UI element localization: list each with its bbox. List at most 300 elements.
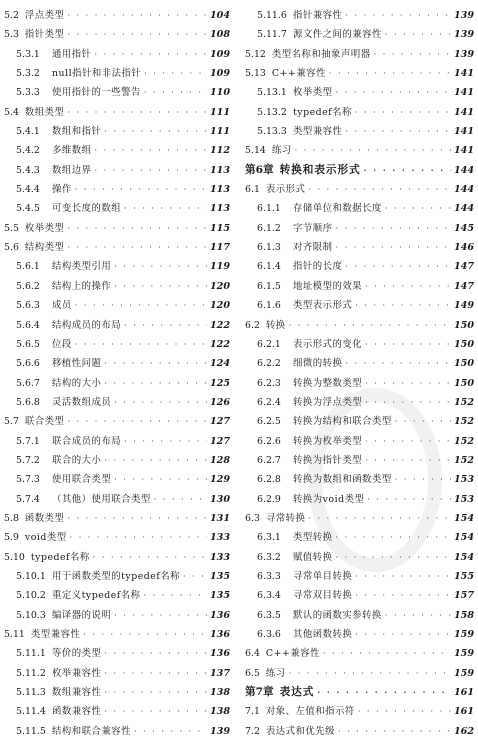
section-number: 5.10.2 [16,590,46,602]
toc-entry-5-8 [4,509,230,528]
section-title: 多维数组 [52,145,92,157]
leader-dots [358,702,451,721]
leader-dots [355,586,451,605]
section-title: 用于函数类型的typedef名称 [52,570,181,582]
toc-entry-6-1-3 [245,238,474,257]
section-number: 第6章 [245,163,274,176]
section-number: 6.3.1 [257,532,281,544]
leader-dots [124,432,207,451]
section-number: 6.2.6 [257,435,281,447]
section-number: 5.10.1 [16,570,46,582]
section-title: 表示形式 [265,184,306,196]
section-number: 5.6.2 [16,280,40,292]
page-number: 144 [453,164,474,176]
leader-dots [114,393,207,412]
section-number: 5.7.3 [16,474,40,486]
leader-dots [365,335,451,354]
section-number: 5.11.1 [16,648,46,660]
leader-dots [114,257,207,276]
page-number: 130 [209,493,230,505]
leader-dots [183,567,207,586]
toc-entry-5-3-3 [4,83,230,102]
toc-chapter-entry [245,161,474,180]
section-number: 5.13.3 [257,126,287,138]
page-number: 108 [209,29,230,41]
section-number: 6.2.3 [257,377,281,389]
leader-dots [355,103,451,122]
page-number: 139 [453,10,474,21]
section-number: 5.11.5 [16,725,46,737]
toc-entry-7-2 [245,722,474,741]
toc-entry-5-11-1 [4,644,230,663]
toc-entry-5-11-7 [245,25,474,44]
section-number: 5.3 [4,29,19,41]
section-title: 编译器的说明 [52,609,112,621]
page-number: 126 [209,396,230,408]
section-number: 5.3.1 [16,48,40,60]
section-title: 表示形式的变化 [293,338,363,350]
leader-dots [365,393,451,412]
leader-dots [70,528,207,547]
leader-dots [317,683,451,702]
page-number: 135 [209,570,230,582]
page-number: 141 [453,145,474,157]
page-number: 147 [453,280,474,292]
page-number: 152 [453,454,474,466]
leader-dots [345,257,451,276]
section-number: 5.11 [4,629,25,640]
section-title: 使用指针的一些警告 [52,87,141,99]
section-title: 重定义typedef名称 [52,590,141,602]
section-title: 转换为整数类型 [293,377,363,389]
section-number: 6.1.1 [257,203,281,215]
section-title: 指针兼容性 [293,10,343,21]
page-number: 152 [453,396,474,408]
page-number: 138 [209,687,230,699]
toc-entry-5-3 [4,25,230,44]
section-title: 对齐限制 [293,242,333,254]
toc-entry-5-6 [4,238,230,257]
section-title: 转换为枚举类型 [293,435,363,447]
toc-entry-5-13 [245,64,474,83]
toc-entry-5-10 [4,548,230,567]
toc-left-column [4,6,230,741]
page-number: 135 [209,590,230,602]
leader-dots [365,374,451,393]
page-number: 161 [453,706,474,718]
toc-entry-5-13-3 [245,122,474,141]
page-number: 141 [453,87,474,99]
toc-entry-6-1-1 [245,199,474,218]
leader-dots [364,161,451,180]
page-number: 111 [209,106,230,118]
page-number: 150 [453,338,474,350]
leader-dots [67,25,207,44]
toc-entry-5-6-5 [4,335,230,354]
page-number: 113 [209,203,230,215]
section-number: 5.7 [4,416,19,428]
section-title: 函数兼容性 [52,706,102,718]
leader-dots [336,83,451,102]
toc-entry-6-5 [245,664,474,683]
toc-entry-6-2-5 [245,412,474,431]
section-title: 练习 [265,667,286,679]
section-number: 5.11.3 [16,687,46,699]
toc-entry-5-7-1 [4,432,230,451]
section-number: 6.3 [245,512,260,524]
section-number: 5.13.2 [257,106,287,118]
section-title: typedef名称 [30,551,90,563]
page-number: 162 [453,725,474,737]
page-number: 152 [453,435,474,447]
toc-entry-6-2-6 [245,432,474,451]
toc-entry-5-4-1 [4,122,230,141]
section-title: 结构类型 [24,242,65,254]
leader-dots [355,625,451,644]
leader-dots [67,509,207,528]
section-title: 对象、左值和指示符 [265,706,355,718]
leader-dots [154,490,207,509]
page-number: 150 [453,319,474,331]
section-number: 6.2.4 [257,396,281,408]
leader-dots [67,6,207,25]
page-number: 159 [453,629,474,640]
section-title: 类型名称和抽象声明器 [271,48,371,60]
leader-dots [345,6,451,25]
leader-dots [114,277,207,296]
section-number: 5.13 [245,68,266,80]
page-number: 138 [209,706,230,718]
leader-dots [385,25,451,44]
toc-entry-5-4 [4,103,230,122]
toc-entry-5-4-4 [4,180,230,199]
leader-dots [329,64,451,83]
section-title: 寻常转换 [265,512,306,524]
leader-dots [355,296,451,315]
leader-dots [336,528,451,547]
toc-entry-6-1 [245,180,474,199]
page-number: 141 [453,68,474,80]
leader-dots [134,722,207,741]
section-title: 表达式 [279,686,315,699]
page-number: 152 [453,416,474,428]
leader-dots [336,238,451,257]
section-title: 指针类型 [24,29,65,41]
leader-dots [124,316,207,335]
section-number: 5.7.1 [16,435,40,447]
section-title: void类型 [24,532,67,544]
section-title: 转换为结构和联合类型 [293,416,392,428]
page-number: 141 [453,106,474,118]
leader-dots [289,664,451,683]
page-number: 111 [209,126,230,138]
section-number: 5.12 [245,48,266,60]
page-number: 150 [453,358,474,370]
section-number: 5.3.2 [16,68,40,80]
leader-dots [365,451,451,470]
page-number: 133 [209,551,230,563]
leader-dots [75,296,207,315]
toc-entry-5-6-3 [4,296,230,315]
toc-entry-5-6-8 [4,393,230,412]
toc-entry-5-10-2 [4,586,230,605]
toc-entry-6-3-4 [245,586,474,605]
section-title: 类型转换 [293,532,333,544]
section-number: 5.4.1 [16,126,40,138]
toc-entry-6-1-2 [245,219,474,238]
section-number: 5.2 [4,10,19,21]
leader-dots [338,722,451,741]
toc-entry-6-2-1 [245,335,474,354]
toc-entry-5-10-1 [4,567,230,586]
section-title: 类型兼容性 [293,126,343,138]
section-number: 6.2 [245,319,260,331]
leader-dots [365,277,451,296]
page-number: 153 [453,474,474,486]
section-title: 其他函数转换 [293,629,353,640]
leader-dots [67,103,207,122]
section-title: 等价的类型 [52,648,102,660]
section-number: 5.11.2 [16,667,46,679]
page-number: 159 [453,667,474,679]
toc-entry-6-2 [245,316,474,335]
section-title: 联合的大小 [52,454,102,466]
section-title: 练习 [271,145,292,157]
page-number: 129 [209,474,230,486]
leader-dots [144,83,207,102]
section-title: 类型表示形式 [293,300,353,312]
leader-dots [323,644,451,663]
section-title: C++兼容性 [265,648,320,660]
leader-dots [83,625,207,644]
page-number: 112 [209,145,230,157]
leader-dots [336,219,451,238]
leader-dots [95,45,207,64]
page-number: 136 [209,629,230,640]
toc-entry-6-2-7 [245,451,474,470]
page-number: 131 [209,512,230,524]
toc-entry-6-1-6 [245,296,474,315]
section-title: 数组类型 [24,106,65,118]
page-number: 154 [453,512,474,524]
section-number: 6.2.5 [257,416,281,428]
section-number: 5.4.2 [16,145,40,157]
toc-entry-6-1-5 [245,277,474,296]
section-number: 6.3.2 [257,551,281,563]
toc-entry-6-2-3 [245,374,474,393]
page-number: 127 [209,416,230,428]
toc-entry-6-3-1 [245,528,474,547]
section-title: 地址模型的效果 [293,280,363,292]
section-number: 5.11.4 [16,706,46,718]
page-number: 161 [453,687,474,699]
leader-dots [104,451,207,470]
toc-entry-6-2-4 [245,393,474,412]
section-number: 6.1.4 [257,261,281,273]
section-number: 5.7.2 [16,454,40,466]
toc-entry-5-6-7 [4,374,230,393]
toc-entry-5-11-4 [4,702,230,721]
section-number: 5.6.6 [16,358,40,370]
leader-dots [93,548,207,567]
section-title: 结构的大小 [52,377,102,389]
leader-dots [67,219,207,238]
section-title: null指针和非法指针 [52,68,142,80]
section-number: 6.2.2 [257,358,281,370]
toc-entry-5-13-1 [245,83,474,102]
leader-dots [355,567,451,586]
section-title: 可变长度的数组 [52,203,122,215]
section-title: 操作 [52,184,72,196]
page-number: 141 [453,126,474,138]
page-number: 124 [209,358,230,370]
page-number: 122 [209,319,230,331]
toc-entry-5-10-3 [4,606,230,625]
leader-dots [144,64,207,83]
toc-entry-5-2 [4,6,230,25]
section-number: 5.6.7 [16,377,40,389]
section-title: 寻常单目转换 [293,570,353,582]
section-number: 5.11.6 [257,10,287,21]
section-title: 转换为浮点类型 [293,396,363,408]
section-title: 存储单位和数据长度 [293,203,382,215]
leader-dots [104,374,207,393]
section-number: 5.10.3 [16,609,46,621]
section-number: 5.8 [4,512,19,524]
toc-entry-7-1 [245,702,474,721]
section-number: 5.6.8 [16,396,40,408]
toc-entry-5-4-3 [4,161,230,180]
section-number: 5.4.4 [16,184,40,196]
page-number: 127 [209,435,230,447]
leader-dots [114,606,207,625]
toc-entry-5-6-4 [4,316,230,335]
section-title: 结构上的操作 [52,280,112,292]
toc-entry-5-4-2 [4,141,230,160]
toc-entry-6-2-2 [245,354,474,373]
section-title: 类型兼容性 [30,629,81,640]
section-number: 5.6.5 [16,338,40,350]
page-number: 128 [209,454,230,466]
section-number: 5.6.1 [16,261,40,273]
section-title: 寻常双目转换 [293,590,353,602]
toc-entry-5-6-2 [4,277,230,296]
section-title: C++兼容性 [271,68,326,80]
leader-dots [104,644,207,663]
leader-dots [144,586,207,605]
page-number: 117 [209,242,230,254]
section-title: 数组和指针 [52,126,102,138]
toc-entry-6-4 [245,644,474,663]
toc-entry-5-6-6 [4,354,230,373]
page-number: 155 [453,570,474,582]
toc-entry-5-7-2 [4,451,230,470]
page-number: 144 [453,184,474,196]
leader-dots [95,161,207,180]
section-number: 6.1.2 [257,222,281,234]
leader-dots [104,664,207,683]
leader-dots [308,180,451,199]
leader-dots [367,490,451,509]
section-title: 位段 [52,338,72,350]
toc-entry-5-11-2 [4,664,230,683]
section-title: 函数类型 [24,512,65,524]
leader-dots [295,141,451,160]
toc-entry-6-3-3 [245,567,474,586]
toc-entry-5-3-2 [4,64,230,83]
toc-entry-6-3-6 [245,625,474,644]
page-number: 159 [453,648,474,660]
leader-dots [75,335,207,354]
leader-dots [374,45,451,64]
page-number: 145 [453,222,474,234]
page-number: 120 [209,300,230,312]
page-number: 136 [209,648,230,660]
section-number: 5.14 [245,145,266,157]
leader-dots [104,683,207,702]
section-title: 指针的长度 [293,261,343,273]
section-number: 6.4 [245,648,260,660]
page-number: 104 [209,10,230,21]
section-title: （其他）使用联合类型 [52,493,151,505]
page-number: 153 [453,493,474,505]
page-number: 110 [209,87,230,99]
section-number: 5.4.3 [16,164,40,176]
section-number: 5.13.1 [257,87,287,99]
leader-dots [308,509,451,528]
section-number: 5.4.5 [16,203,40,215]
leader-dots [104,122,207,141]
section-number: 5.4 [4,106,19,118]
page-number: 139 [453,29,474,41]
toc-entry-5-7-4 [4,490,230,509]
leader-dots [385,606,451,625]
section-title: 结构成员的布局 [52,319,122,331]
toc-entry-6-3 [245,509,474,528]
section-title: 使用联合类型 [52,474,112,486]
page-number: 125 [209,377,230,389]
section-number: 5.3.3 [16,87,40,99]
page-number: 120 [209,280,230,292]
section-title: 枚举类型 [24,222,65,234]
page-number: 144 [453,203,474,215]
toc-entry-5-14 [245,141,474,160]
leader-dots [114,470,207,489]
leader-dots [385,199,451,218]
leader-dots [365,432,451,451]
leader-dots [67,238,207,257]
section-number: 6.3.4 [257,590,281,602]
page-number: 122 [209,338,230,350]
section-number: 6.2.7 [257,454,281,466]
leader-dots [67,412,207,431]
leader-dots [336,548,451,567]
section-number: 5.10 [4,551,25,563]
page-number: 113 [209,184,230,196]
section-number: 6.5 [245,667,260,679]
page-number: 149 [453,300,474,312]
section-title: 表达式和优先级 [265,725,336,737]
toc-entry-6-1-4 [245,257,474,276]
toc-entry-5-11-3 [4,683,230,702]
section-title: 联合类型 [24,416,65,428]
leader-dots [289,316,451,335]
leader-dots [75,180,207,199]
toc-entry-5-13-2 [245,103,474,122]
leader-dots [395,470,451,489]
leader-dots [345,122,451,141]
section-title: 转换和表示形式 [279,163,361,176]
